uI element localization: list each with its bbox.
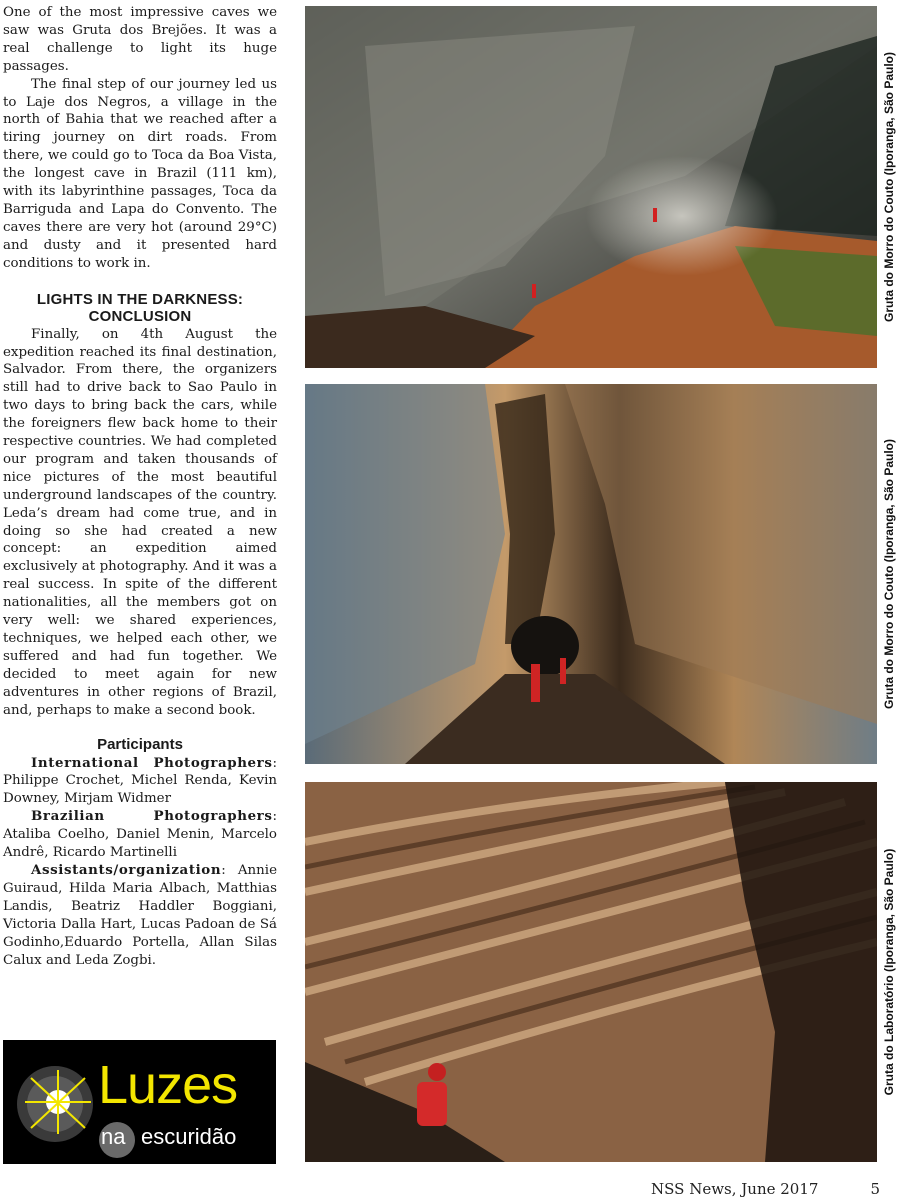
section-heading: LIGHTS IN THE DARKNESS: CONCLUSION: [36, 290, 244, 325]
participants-international: [3, 755, 277, 809]
group-names: : Annie Guiraud, Hilda Maria Albach, Matthias Landis, Beatriz Haddler Boggiani, Victoria Dalla Hart, Lucas Padoan de Sá Godinho,Eduardo Portella, Allan Silas Calux and Leda Zogbi.: [3, 862, 277, 968]
photo-caption-1: Gruta do Morro do Couto (Iporanga, São Paulo): [882, 52, 896, 322]
participants-heading: Participants: [97, 735, 183, 753]
cave-photo-3: [305, 782, 877, 1162]
paragraph-conclusion: Finally, on 4th August the expedition reached its final destination, Salvador. From there, the organizers still had to drive back to Sao Paulo in two days to bring back the cars, while the foreigners flew back home to their respective countries. We had completed our program and taken thousands of nice pictures of the most beautiful underground landscapes of the country. Leda’s dream had come true, and in doing so she had created a new concept: an expedition aimed exclusively at photography. And it was a real success. In spite of the different nationalities, all the members got on very well: we shared experiences, techniques, we helped each other, we suffered and had fun together. We decided to meet again for new adventures in other regions of Brazil, and, perhaps to make a second book.: [3, 326, 277, 718]
photo-caption-3: Gruta do Laboratório (Iporanga, São Paulo): [882, 848, 896, 1096]
page-number: 5: [870, 1180, 880, 1198]
group-label: International Photographers: [31, 754, 273, 771]
photo-caption-2: Gruta do Morro do Couto (Iporanga, São Paulo): [882, 439, 896, 709]
logo-word: Luzes: [98, 1055, 238, 1115]
publication-name: NSS News, June 2017: [651, 1180, 819, 1198]
paragraph-brejoes: One of the most impressive caves we saw was Gruta dos Brejões. It was a real challenge to light its huge passages.: [3, 5, 277, 74]
logo-escuridao: escuridão: [141, 1124, 237, 1149]
luzes-logo: [3, 1040, 276, 1164]
participants-brazilian: [3, 808, 277, 862]
group-label: Brazilian Photographers: [31, 808, 273, 825]
cave-photo-2: [305, 384, 877, 764]
cave-photo-1: [305, 6, 877, 368]
group-names: : Ataliba Coelho, Daniel Menin, Marcelo Andrê, Ricardo Martinelli: [3, 809, 277, 861]
paragraph-laje-dos-negros: The final step of our journey led us to Laje dos Negros, a village in the north of Bahia that we reached after a tiring journey on dirt roads. From there, we could go to Toca da Boa Vista, the longest cave in Brazil (111 km), with its labyrinthine passages, Toca da Barriguda and Lapa do Convento. The caves there are very hot (around 29°C) and dusty and it presented hard conditions to work in.: [3, 76, 277, 271]
participants-assistants: [3, 862, 277, 969]
article-column: [3, 4, 277, 969]
page-footer: [651, 1180, 880, 1198]
logo-na: na: [101, 1124, 126, 1149]
group-label: Assistants/organization: [31, 861, 222, 878]
group-names: : Philippe Crochet, Michel Renda, Kevin Downey, Mirjam Widmer: [3, 755, 277, 807]
